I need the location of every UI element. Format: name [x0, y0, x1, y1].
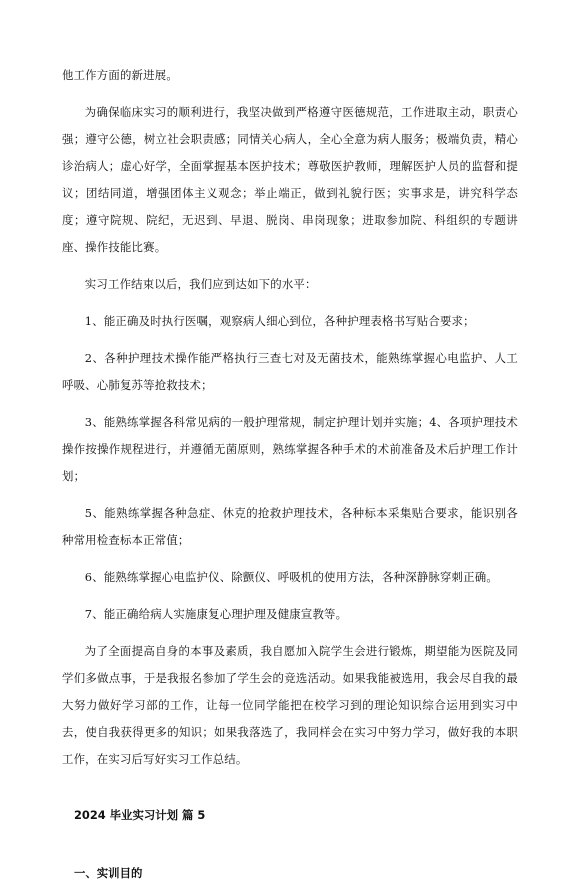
subsection-title: 一、实训目的: [74, 866, 143, 880]
paragraph-2: 为确保临床实习的顺利进行，我坚决做到严格遵守医德规范，工作进取主动，职责心强；遵守公德，树立社会职责感；同情关心病人，全心全意为病人服务；极端负责，精心诊治病人；虚心好学，全面掌握基本医护技术；尊敬医护教师，理解医护人员的监督和提议；团结同道，增强团体主义观念；举止端正，做到礼貌行医；实事求是，讲究科学态度；遵守院规、院纪，无迟到、早退、脱岗、串岗现象；进取参加院、科组织的专题讲座、操作技能比赛。: [62, 105, 518, 254]
paragraph-4: 1、能正确及时执行医嘱，观察病人细心到位，各种护理表格书写贴合要求；: [84, 314, 475, 328]
paragraph-3: 实习工作结束以后，我们应到达如下的水平：: [84, 277, 317, 291]
paragraph-10: 为了全面提高自身的本事及素质，我自愿加入院学生会进行锻炼，期望能为医院及同学们多做点事，于是我报名参加了学生会的竞选活动。如果我能被选用，我会尽自我的最大努力做好学习部的工作，让每一位同学能把在校学习到的理论知识综合运用到实习中去，使自我获得更多的知识；如果我落选了，我同样会在实习中努力学习，做好我的本职工作，在实习后写好实习工作总结。: [62, 644, 518, 766]
paragraph-9: 7、能正确给病人实施康复心理护理及健康宣教等。: [84, 607, 348, 621]
paragraph-6: 3、能熟练掌握各科常见病的一般护理常规，制定护理计划并实施；4、各项护理技术操作按操作规程进行，并遵循无菌原则，熟练掌握各种手术的术前准备及术后护理工作计划；: [62, 415, 518, 483]
paragraph-7: 5、能熟练掌握各种急症、休克的抢救护理技术，各种标本采集贴合要求，能识别各种常用检查标本正常值；: [62, 506, 518, 547]
paragraph-5: 2、各种护理技术操作能严格执行三查七对及无菌技术，能熟练掌握心电监护、人工呼吸、心肺复苏等抢救技术；: [62, 351, 518, 392]
section-title: 2024 毕业实习计划 篇 5: [74, 808, 206, 822]
paragraph-1: 他工作方面的新进展。: [62, 68, 178, 82]
paragraph-8: 6、能熟练掌握心电监护仪、除颤仪、呼吸机的使用方法，各种深静脉穿刺正确。: [84, 570, 498, 584]
